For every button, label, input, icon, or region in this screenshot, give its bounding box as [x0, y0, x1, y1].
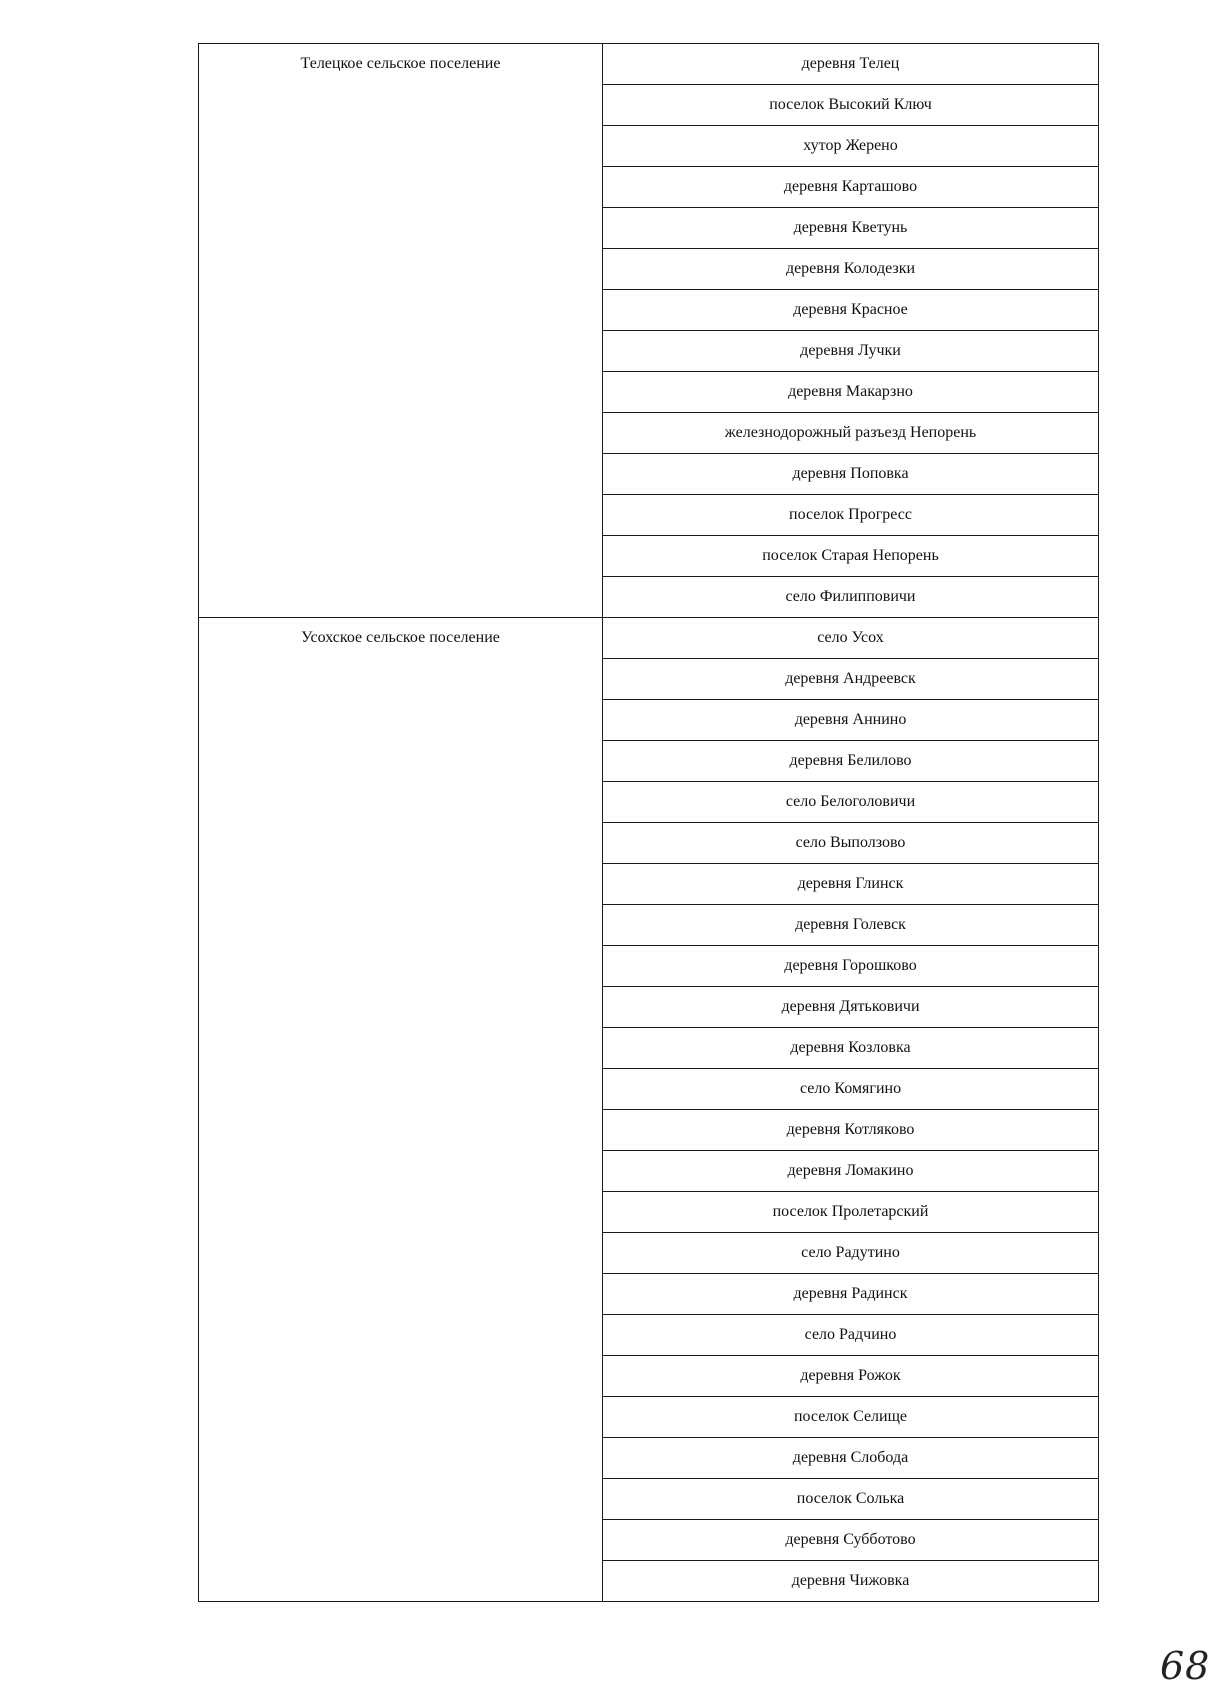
locality-name: деревня Горошково — [603, 946, 1099, 987]
locality-name: деревня Белилово — [603, 741, 1099, 782]
locality-name: село Радчино — [603, 1315, 1099, 1356]
locality-name: деревня Красное — [603, 290, 1099, 331]
locality-name: деревня Субботово — [603, 1520, 1099, 1561]
locality-name: деревня Глинск — [603, 864, 1099, 905]
locality-name: деревня Ломакино — [603, 1151, 1099, 1192]
locality-name: деревня Поповка — [603, 454, 1099, 495]
locality-name: деревня Макарзно — [603, 372, 1099, 413]
locality-name: поселок Высокий Ключ — [603, 85, 1099, 126]
locality-name: хутор Жерено — [603, 126, 1099, 167]
locality-name: поселок Селище — [603, 1397, 1099, 1438]
locality-name: деревня Голевск — [603, 905, 1099, 946]
locality-name: село Выползово — [603, 823, 1099, 864]
locality-name: деревня Слобода — [603, 1438, 1099, 1479]
locality-name: деревня Лучки — [603, 331, 1099, 372]
locality-name: деревня Кветунь — [603, 208, 1099, 249]
locality-name: деревня Телец — [603, 44, 1099, 85]
locality-name: деревня Радинск — [603, 1274, 1099, 1315]
locality-name: деревня Рожок — [603, 1356, 1099, 1397]
locality-name: поселок Старая Непорень — [603, 536, 1099, 577]
locality-name: деревня Котляково — [603, 1110, 1099, 1151]
locality-name: село Комягино — [603, 1069, 1099, 1110]
locality-name: деревня Андреевск — [603, 659, 1099, 700]
locality-name: деревня Колодезки — [603, 249, 1099, 290]
settlement-name: Усохское сельское поселение — [199, 618, 603, 1602]
locality-name: деревня Карташово — [603, 167, 1099, 208]
locality-name: село Радутино — [603, 1233, 1099, 1274]
table-row — [199, 44, 1099, 85]
locality-name: деревня Аннино — [603, 700, 1099, 741]
locality-name: поселок Пролетарский — [603, 1192, 1099, 1233]
settlements-table — [198, 43, 1099, 1602]
locality-name: деревня Дятьковичи — [603, 987, 1099, 1028]
locality-name: деревня Чижовка — [603, 1561, 1099, 1602]
page-number: 68 — [1160, 1644, 1210, 1688]
locality-name: поселок Солька — [603, 1479, 1099, 1520]
settlement-name: Телецкое сельское поселение — [199, 44, 603, 618]
table-row — [199, 618, 1099, 659]
locality-name: село Белоголовичи — [603, 782, 1099, 823]
table-body — [199, 44, 1099, 1602]
locality-name: деревня Козловка — [603, 1028, 1099, 1069]
locality-name: село Филипповичи — [603, 577, 1099, 618]
locality-name: железнодорожный разъезд Непорень — [603, 413, 1099, 454]
locality-name: село Усох — [603, 618, 1099, 659]
locality-name: поселок Прогресс — [603, 495, 1099, 536]
